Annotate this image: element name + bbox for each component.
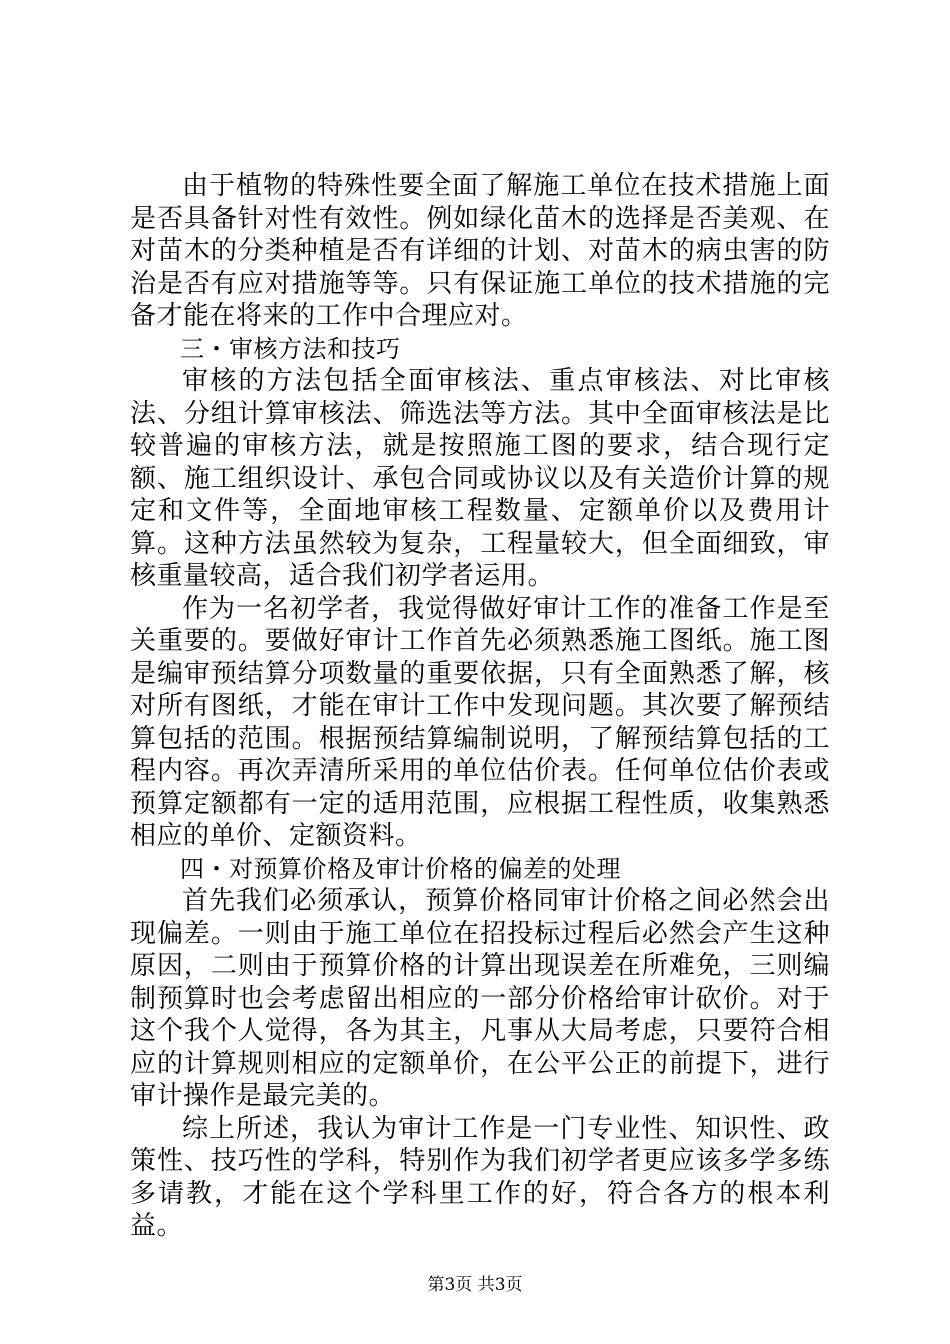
paragraph-preparation: 作为一名初学者，我觉得做好审计工作的准备工作是至关重要的。要做好审计工作首先必须熟悉施工图纸。施工图是编审预结算分项数量的重要依据，只有全面熟悉了解，核对所有图纸，才能在审计工作中发现问题。其次要了解预结算包括的范围。根据预结算编制说明，了解预结算包括的工程内容。再次弄清所采用的单位估价表。任何单位估价表或预算定额都有一定的适用范围，应根据工程性质，收集熟悉相应的单价、定额资料。 <box>130 593 830 851</box>
paragraph-conclusion: 综上所述，我认为审计工作是一门专业性、知识性、政策性、技巧性的学科，特别作为我们初学者更应该多学多练多请教，才能在这个学科里工作的好，符合各方的根本利益。 <box>130 1113 830 1241</box>
section-heading-3: 三・审核方法和技巧 <box>180 334 401 363</box>
paragraph-price-deviation: 首先我们必须承认，预算价格同审计价格之间必然会出现偏差。一则由于施工单位在招投标过程后必然会产生这种原因，二则由于预算价格的计算出现误差在所难免，三则编制预算时也会考虑留出相应的一部分价格给审计砍价。对于这个我个人觉得，各为其主，凡事从大局考虑，只要符合相应的计算规则相应的定额单价，在公平公正的前提下，进行审计操作是最完美的。 <box>130 886 830 1111</box>
page-number: 第3页 共3页 <box>427 1275 523 1295</box>
document-body <box>130 170 830 1243</box>
section-heading-4: 四・对预算价格及审计价格的偏差的处理 <box>180 854 621 883</box>
paragraph-technical-measures: 由于植物的特殊性要全面了解施工单位在技术措施上面是否具备针对性有效性。例如绿化苗木的选择是否美观、在对苗木的分类种植是否有详细的计划、对苗木的病虫害的防治是否有应对措施等等。只有保证施工单位的技术措施的完备才能在将来的工作中合理应对。 <box>130 171 830 331</box>
paragraph-audit-methods: 审核的方法包括全面审核法、重点审核法、对比审核法、分组计算审核法、筛选法等方法。其中全面审核法是比较普遍的审核方法，就是按照施工图的要求，结合现行定额、施工组织设计、承包合同或协议以及有关造价计算的规定和文件等，全面地审核工程数量、定额单价以及费用计算。这种方法虽然较为复杂，工程量较大，但全面细致，审核重量较高，适合我们初学者运用。 <box>130 366 830 591</box>
